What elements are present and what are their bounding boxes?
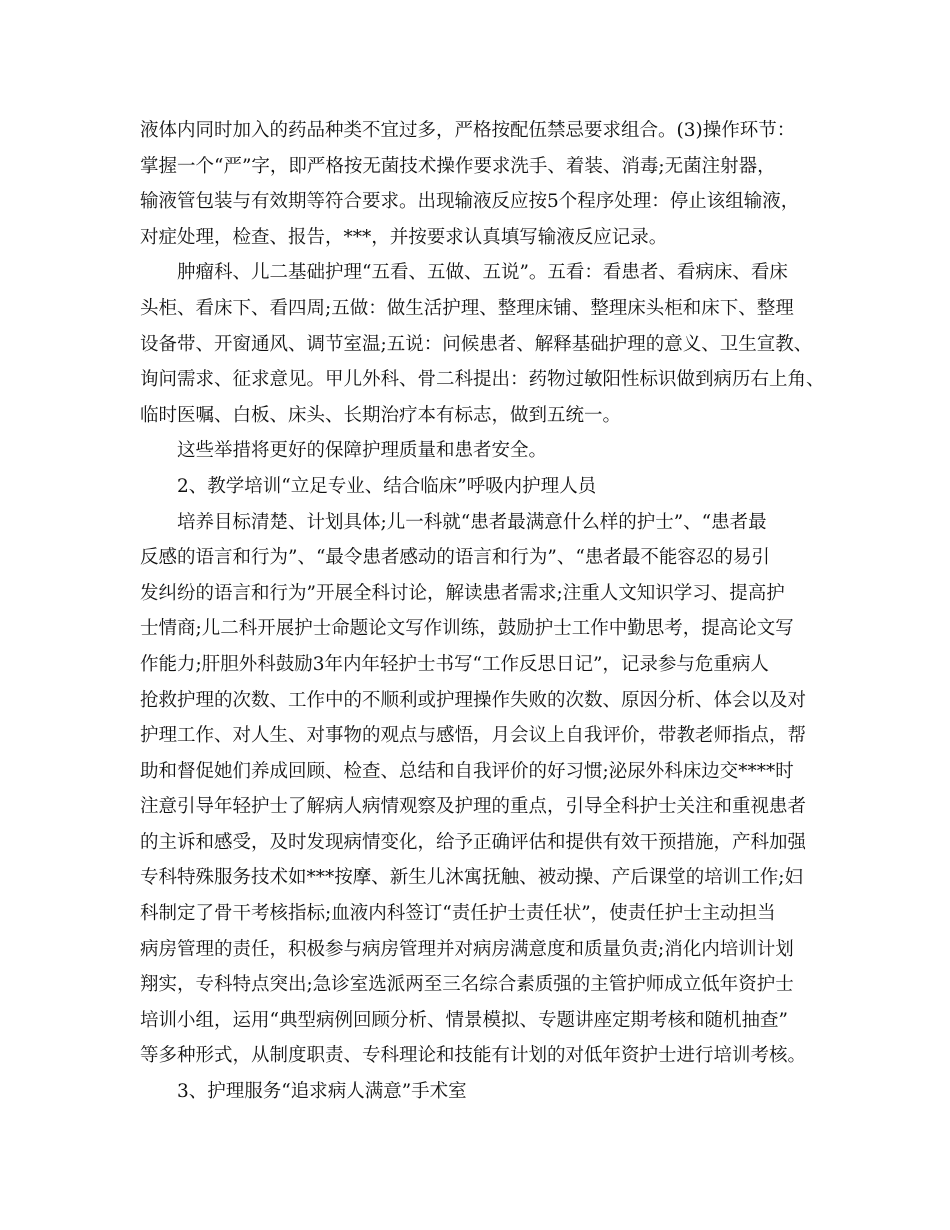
text-line: 抢救护理的次数、工作中的不顺利或护理操作失败的次数、原因分析、体会以及对 <box>140 689 807 711</box>
text-line: 作能力;肝胆外科鼓励3年内年轻护士书写“工作反思日记”，记录参与危重病人 <box>140 653 769 675</box>
text-line: 翔实，专科特点突出;急诊室选派两至三名综合素质强的主管护师成立低年资护士 <box>140 974 794 996</box>
paragraph <box>140 433 830 469</box>
text-line: 培养目标清楚、计划具体;儿一科就“患者最满意什么样的护士”、“患者最 <box>177 511 767 533</box>
text-line: 的主诉和感受，及时发现病情变化，给予正确评估和提供有效干预措施，产科加强 <box>140 831 807 853</box>
text-line: 询问需求、征求意见。甲儿外科、骨二科提出：药物过敏阳性标识做到病历右上角、 <box>140 369 825 391</box>
paragraph <box>140 505 830 1075</box>
text-line: 掌握一个“严”字，即严格按无菌技术操作要求洗手、着装、消毒;无菌注射器， <box>140 155 776 177</box>
text-line: 液体内同时加入的药品种类不宜过多，严格按配伍禁忌要求组合。(3)操作环节： <box>140 120 796 141</box>
text-line: 发纠纷的语言和行为”开展全科讨论，解读患者需求;注重人文知识学习、提高护 <box>140 582 785 604</box>
text-line: 培训小组，运用“典型病例回顾分析、情景模拟、专题讲座定期考核和随机抽查” <box>140 1009 788 1031</box>
text-line: 输液管包装与有效期等符合要求。出现输液反应按5个程序处理：停止该组输液， <box>140 191 800 213</box>
paragraph <box>140 469 830 505</box>
text-line: 助和督促她们养成回顾、检查、总结和自我评价的好习惯;泌尿外科床边交****时 <box>140 760 794 782</box>
text-line: 临时医嘱、白板、床头、长期治疗本有标志，做到五统一。 <box>140 404 622 426</box>
text-line: 反感的语言和行为”、“最令患者感动的语言和行为”、“患者最不能容忍的易引 <box>140 547 770 569</box>
text-line: 对症处理，检查、报告，***，并按要求认真填写输液反应记录。 <box>140 226 668 248</box>
text-line: 注意引导年轻护士了解病人病情观察及护理的重点，引导全科护士关注和重视患者 <box>140 796 807 818</box>
text-line: 肿瘤科、儿二基础护理“五看、五做、五说”。五看：看患者、看病床、看床 <box>177 262 788 284</box>
text-line: 2、教学培训“立足专业、结合临床”呼吸内护理人员 <box>177 475 597 497</box>
text-line: 科制定了骨干考核指标;血液内科签订“责任护士责任状”，使责任护士主动担当 <box>140 903 776 925</box>
text-line: 3、护理服务“追求病人满意”手术室 <box>177 1081 467 1103</box>
paragraph <box>140 113 830 255</box>
text-line: 头柜、看床下、看四周;五做：做生活护理、整理床铺、整理床头柜和床下、整理 <box>140 297 794 319</box>
paragraph <box>140 1074 830 1110</box>
text-line: 设备带、开窗通风、调节室温;五说：问候患者、解释基础护理的意义、卫生宣教、 <box>140 333 813 355</box>
text-line: 等多种形式，从制度职责、专科理论和技能有计划的对低年资护士进行培训考核。 <box>140 1045 807 1067</box>
paragraph <box>140 255 830 433</box>
text-line: 病房管理的责任，积极参与病房管理并对病房满意度和质量负责;消化内培训计划 <box>140 938 794 960</box>
document-body <box>140 113 830 1110</box>
text-line: 士情商;儿二科开展护士命题论文写作训练，鼓励护士工作中勤思考，提高论文写 <box>140 618 794 640</box>
text-line: 专科特殊服务技术如***按摩、新生儿沐寓抚触、被动操、产后课堂的培训工作;妇 <box>140 867 803 889</box>
text-line: 这些举措将更好的保障护理质量和患者安全。 <box>177 440 548 462</box>
text-line: 护理工作、对人生、对事物的观点与感悟，月会议上自我评价，带教老师指点，帮 <box>140 725 807 747</box>
